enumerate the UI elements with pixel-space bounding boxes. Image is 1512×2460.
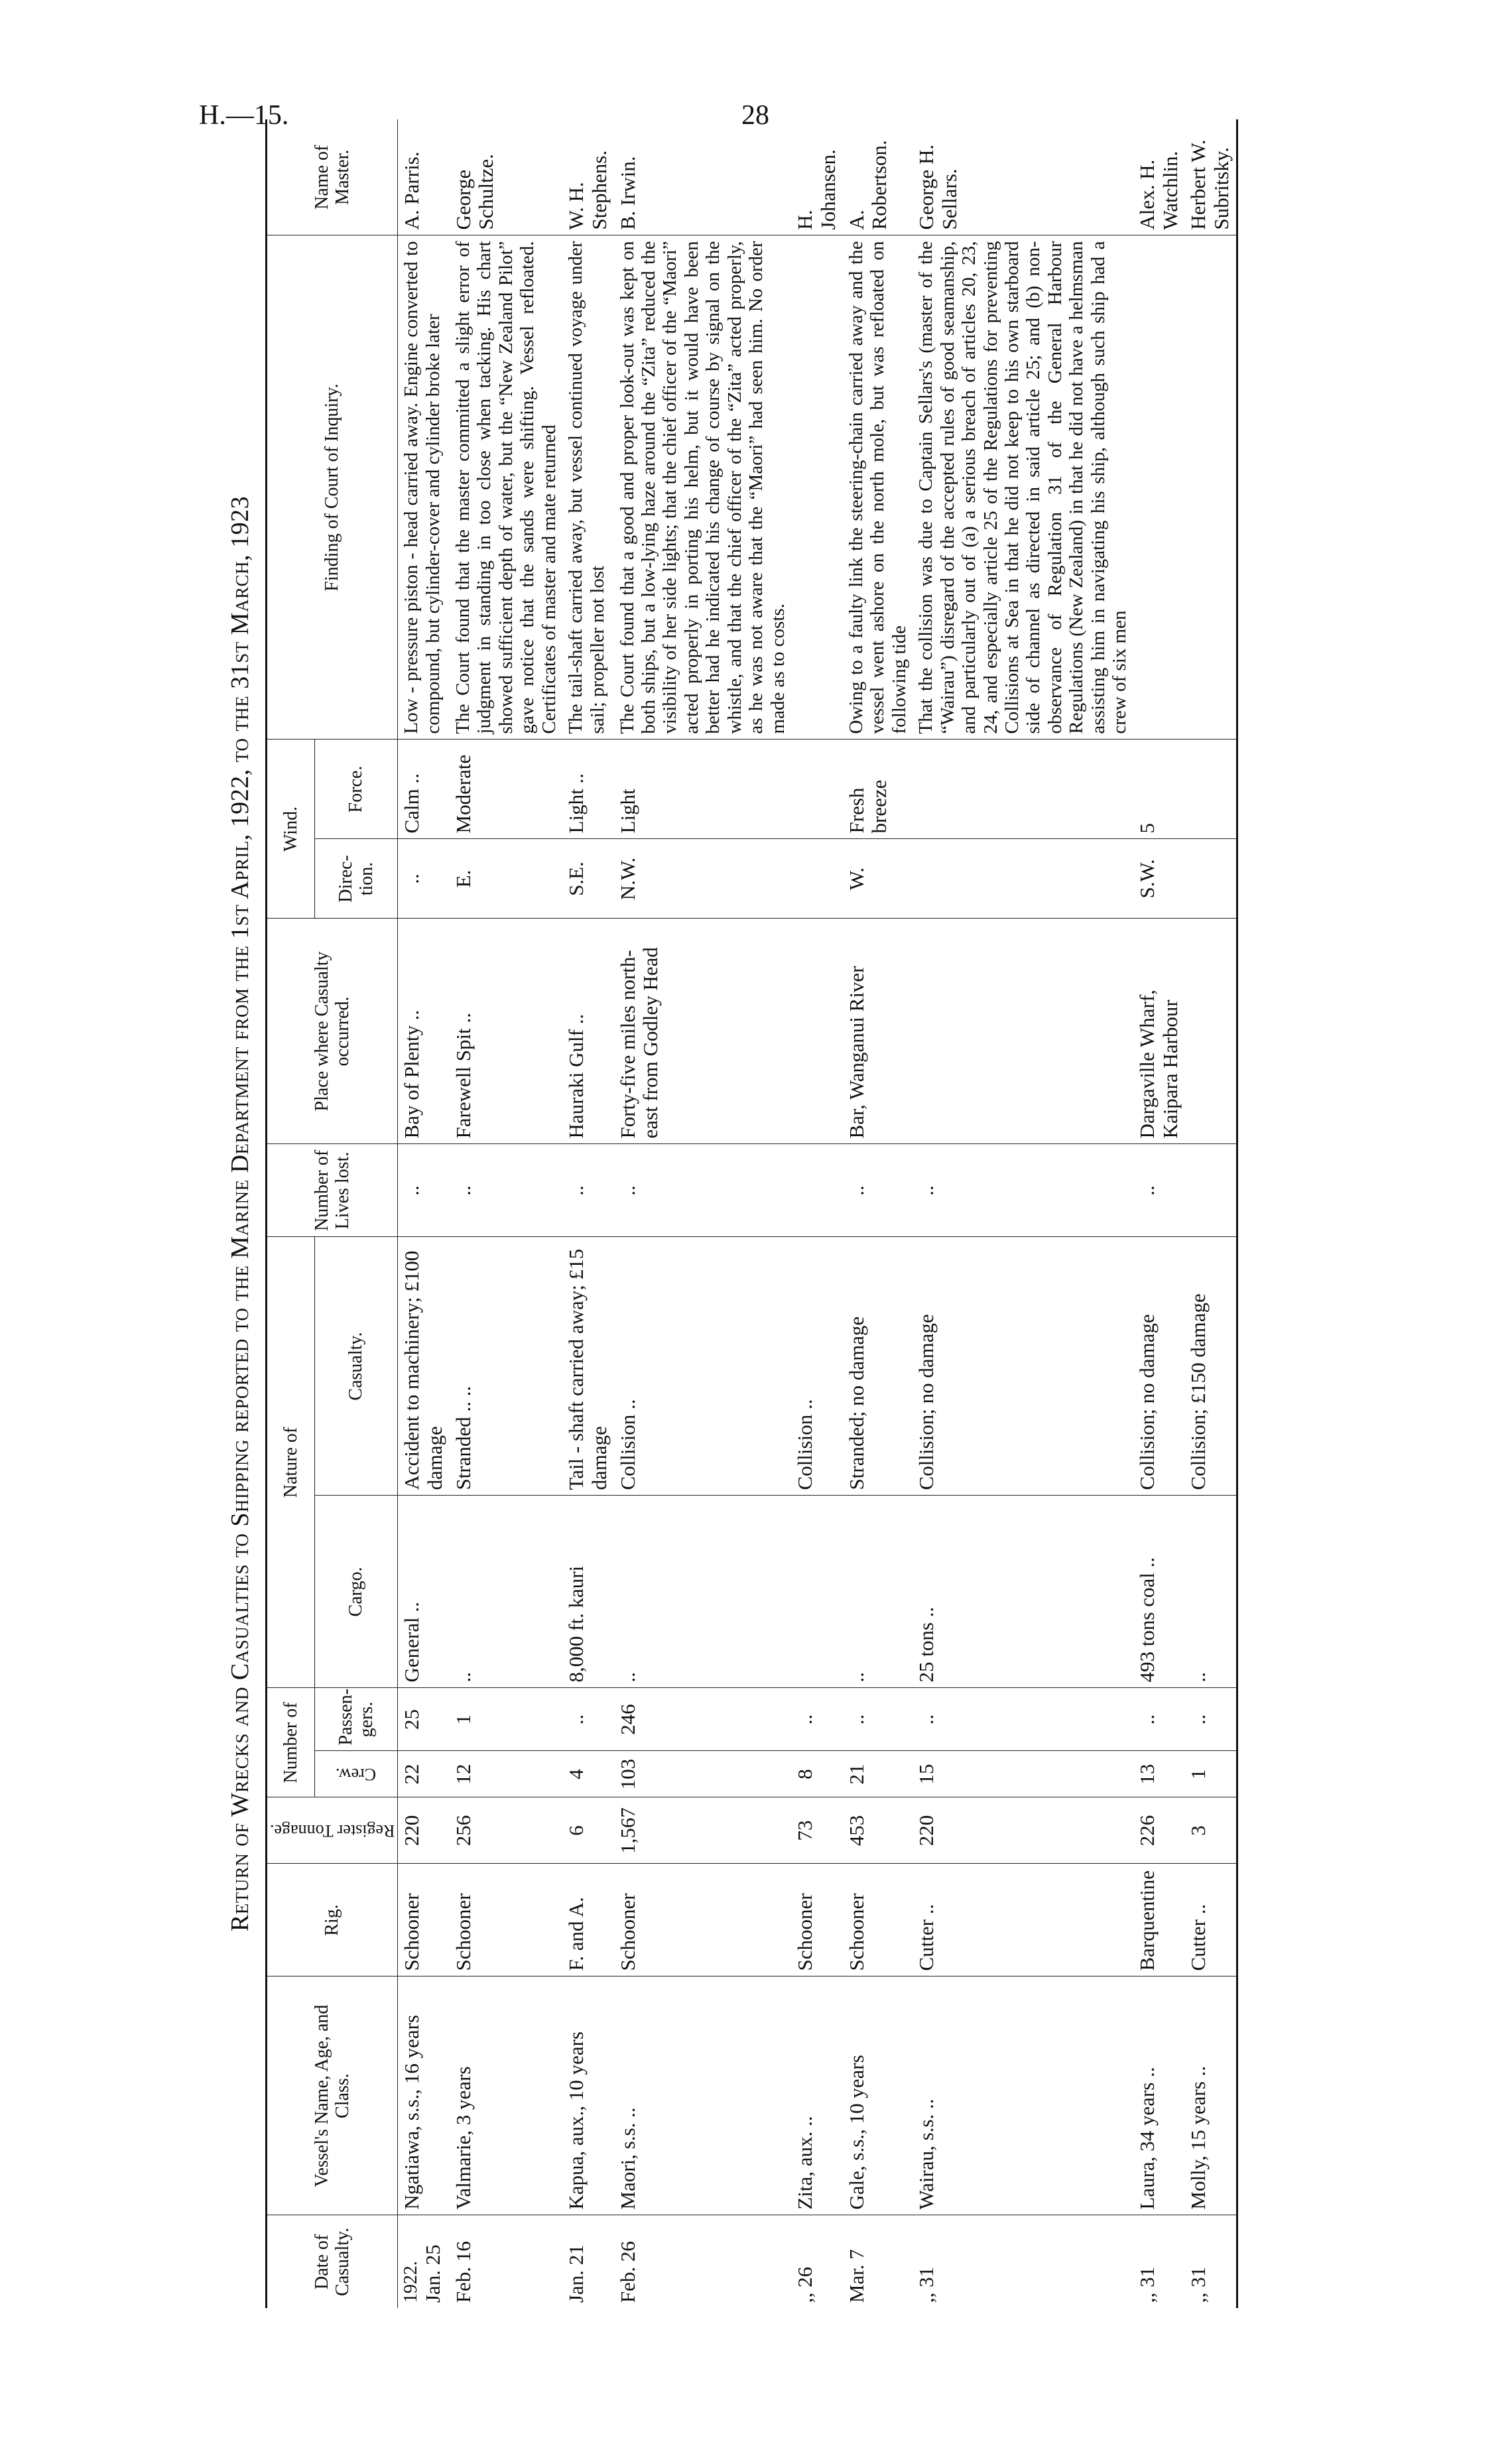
cell-date-text: ,, 31 [1186,2266,1210,2303]
cell-vessel: Valmarie, 3 years [450,1976,562,2215]
cell-cargo: .. [843,1496,913,1688]
cell-tonnage: 3 [1184,1797,1237,1864]
casualty-table [265,119,1238,2308]
cell-date-text: Jan. 25 [420,2244,444,2303]
col-force: Force. [314,740,398,839]
cell-force: Fresh breeze [843,740,913,839]
col-place: Place where Casualty occurred. [267,919,398,1144]
cell-finding [1133,235,1184,740]
cell-passengers: .. [791,1688,842,1751]
cell-force: Light [614,740,792,839]
col-passengers: Passen-gers. [314,1688,398,1751]
cell-cargo: .. [450,1496,562,1688]
cell-cargo: 8,000 ft. kauri [562,1496,613,1688]
page-number: 28 [741,100,769,131]
cell-direction [791,839,842,919]
col-tonnage [267,1797,398,1864]
cell-finding: Low - pressure piston - head carried away. Engine converted to compound, but cylinder-cover and cylinder broke later [398,235,450,740]
cell-force: Calm .. [398,740,450,839]
cell-finding: The tail-shaft carried away, but vessel continued voyage under sail; propeller not lost [562,235,613,740]
cell-lives: .. [1133,1144,1184,1237]
cell-date [1133,2215,1184,2308]
cell-crew: 15 [913,1751,1133,1797]
cell-crew: 21 [843,1751,913,1797]
cell-passengers: 25 [398,1688,450,1751]
col-rig: Rig. [267,1864,398,1976]
cell-force [1184,740,1237,839]
cell-force [913,740,1133,839]
cell-force: 5 [1133,740,1184,839]
cell-vessel: Maori, s.s. .. [614,1976,792,2215]
cell-tonnage: 453 [843,1797,913,1864]
cell-place: Bay of Plenty .. [398,919,450,1144]
cell-lives: .. [843,1144,913,1237]
cell-passengers: 1 [450,1688,562,1751]
cell-date [562,2215,613,2308]
table-row [843,119,913,2308]
cell-date [843,2215,913,2308]
cell-vessel: Gale, s.s., 10 years [843,1976,913,2215]
cell-passengers: 246 [614,1688,792,1751]
cell-master: George Schultze. [450,119,562,235]
cell-date-text: Feb. 16 [451,2241,475,2303]
table-row [398,119,450,2308]
cell-casualty: Stranded .. .. [450,1237,562,1496]
cell-direction: W. [843,839,913,919]
cell-master: B. Irwin. [614,119,792,235]
col-crew [314,1751,398,1797]
cell-cargo: .. [614,1496,792,1688]
cell-lives: .. [450,1144,562,1237]
col-date: Date of Casualty. [267,2215,398,2308]
col-finding: Finding of Court of Inquiry. [267,235,398,740]
table-row [1133,119,1184,2308]
col-casualty: Casualty. [314,1237,398,1496]
table-row [791,119,842,2308]
table-title: Return of Wrecks and Casualties to Shipping reported to the Marine Department from the 1st April, 1922, to the 31st March, 1923 [226,495,254,1932]
col-crew-label: Crew. [336,1764,377,1784]
rotated-return-table [225,119,1320,2308]
col-wind: Wind. [267,740,315,919]
cell-tonnage: 256 [450,1797,562,1864]
cell-place: Forty-five miles north-east from Godley Head [614,919,792,1144]
cell-tonnage: 1,567 [614,1797,792,1864]
cell-vessel: Laura, 34 years .. [1133,1976,1184,2215]
cell-lives: .. [614,1144,792,1237]
cell-vessel: Wairau, s.s. .. [913,1976,1133,2215]
cell-master: Herbert W. Subritsky. [1184,119,1237,235]
cell-casualty: Collision .. [791,1237,842,1496]
col-number-of: Number of [267,1688,315,1797]
col-vessel: Vessel's Name, Age, and Class. [267,1976,398,2215]
cell-place: Dargaville Wharf, Kaipara Harbour [1133,919,1184,1144]
cell-crew: 1 [1184,1751,1237,1797]
cell-force: Light .. [562,740,613,839]
cell-cargo: .. [1184,1496,1237,1688]
cell-lives: .. [398,1144,450,1237]
cell-date [913,2215,1133,2308]
cell-casualty: Collision .. [614,1237,792,1496]
cell-rig: Schooner [843,1864,913,1976]
cell-place [913,919,1133,1144]
cell-direction: N.W. [614,839,792,919]
cell-rig: Cutter .. [913,1864,1133,1976]
cell-tonnage: 220 [913,1797,1133,1864]
cell-crew: 4 [562,1751,613,1797]
cell-date-text: ,, 31 [914,2266,938,2303]
cell-lives [1184,1144,1237,1237]
col-nature-of: Nature of [267,1237,315,1688]
cell-date [791,2215,842,2308]
cell-tonnage: 226 [1133,1797,1184,1864]
cell-finding: That the collision was due to Captain Sellars's (master of the “Wairau”) disregard of the accepted rules of good seamanship, and particularly out of (a) a serious breach of articles 20, 23, 24, and especially article 25 of the Regulations for preventing Collisions at Sea in that he did not keep to his own starboard side of channel as directed in said article 25; and (b) non-observance of Regulation 31 of the General Harbour Regulations (New Zealand) in that he did not have a helmsman assisting him in navigating his ship, although such ship had a crew of six men [913,235,1133,740]
cell-direction: S.E. [562,839,613,919]
col-cargo: Cargo. [314,1496,398,1688]
cell-passengers: .. [562,1688,613,1751]
cell-casualty: Collision; £150 damage [1184,1237,1237,1496]
cell-passengers: .. [843,1688,913,1751]
cell-vessel: Molly, 15 years .. [1184,1976,1237,2215]
col-tonnage-label: Register Tonnage. [270,1821,395,1841]
cell-vessel: Kapua, aux., 10 years [562,1976,613,2215]
cell-cargo: General .. [398,1496,450,1688]
cell-place: Bar, Wanganui River [843,919,913,1144]
cell-casualty: Tail - shaft carried away; £15 damage [562,1237,613,1496]
col-master: Name of Master. [267,119,398,235]
cell-rig: F. and A. [562,1864,613,1976]
cell-finding: The Court found that a good and proper look-out was kept on both ships, but a low-lying haze around the “Zita” reduced the visibility of her side lights; that the chief officer of the “Maori” acted properly in porting his helm, but it would have been better had he indicated his change of course by signal on the whistle, and that the chief officer of the “Zita” acted properly, as he was not aware that the “Maori” had seen him. No order made as to costs. [614,235,792,740]
cell-direction [1184,839,1237,919]
cell-casualty: Stranded; no damage [843,1237,913,1496]
cell-force: Moderate [450,740,562,839]
col-lives: Number of Lives lost. [267,1144,398,1237]
cell-direction [913,839,1133,919]
cell-rig: Schooner [398,1864,450,1976]
cell-master: W. H. Stephens. [562,119,613,235]
cell-place [1184,919,1237,1144]
cell-date [1184,2215,1237,2308]
cell-rig: Schooner [450,1864,562,1976]
cell-direction: S.W. [1133,839,1184,919]
cell-vessel: Ngatiawa, s.s., 16 years [398,1976,450,2215]
cell-crew: 103 [614,1751,792,1797]
table-row [913,119,1133,2308]
cell-direction: E. [450,839,562,919]
cell-rig: Schooner [791,1864,842,1976]
cell-year: 1922. [401,2261,422,2303]
cell-master: H. Johansen. [791,119,842,235]
cell-crew: 12 [450,1751,562,1797]
cell-finding [1184,235,1237,740]
cell-cargo: 493 tons coal .. [1133,1496,1184,1688]
cell-tonnage: 73 [791,1797,842,1864]
cell-cargo [791,1496,842,1688]
cell-lives [791,1144,842,1237]
cell-place: Farewell Spit .. [450,919,562,1144]
table-row [450,119,562,2308]
cell-place: Hauraki Gulf .. [562,919,613,1144]
cell-passengers: .. [1133,1688,1184,1751]
cell-crew: 22 [398,1751,450,1797]
cell-date-text: Feb. 26 [615,2241,639,2303]
cell-passengers: .. [1184,1688,1237,1751]
cell-crew: 13 [1133,1751,1184,1797]
cell-place [791,919,842,1144]
cell-master: George H. Sellars. [913,119,1133,235]
cell-rig: Barquentine [1133,1864,1184,1976]
cell-casualty: Collision; no damage [1133,1237,1184,1496]
cell-date-text: ,, 31 [1135,2266,1159,2303]
cell-date-text: Jan. 21 [564,2244,588,2303]
cell-lives: .. [562,1144,613,1237]
cell-tonnage: 6 [562,1797,613,1864]
cell-casualty: Accident to machinery; £100 damage [398,1237,450,1496]
cell-force [791,740,842,839]
cell-master: A. Parris. [398,119,450,235]
cell-vessel: Zita, aux. .. [791,1976,842,2215]
cell-master: A. Robertson. [843,119,913,235]
cell-finding: Owing to a faulty link the steering-chain carried away and the vessel went ashore on the north mole, but was refloated on following tide [843,235,913,740]
cell-finding: The Court found that the master committed a slight error of judgment in standing in too close when tacking. His chart showed sufficient depth of water, but the “New Zealand Pilot” gave notice that the sands were shifting. Vessel refloated. Certificates of master and mate returned [450,235,562,740]
cell-date [398,2215,450,2308]
cell-lives: .. [913,1144,1133,1237]
table-row [614,119,792,2308]
cell-date [450,2215,562,2308]
cell-tonnage: 220 [398,1797,450,1864]
cell-master: Alex. H. Watchlin. [1133,119,1184,235]
cell-passengers: .. [913,1688,1133,1751]
cell-rig: Cutter .. [1184,1864,1237,1976]
cell-casualty: Collision; no damage [913,1237,1133,1496]
table-row [1184,119,1237,2308]
cell-direction: .. [398,839,450,919]
cell-cargo: 25 tons .. [913,1496,1133,1688]
cell-crew: 8 [791,1751,842,1797]
col-direction: Direc-tion. [314,839,398,919]
page-reference: H.—15. [199,100,289,131]
cell-date-text: Mar. 7 [844,2249,868,2303]
cell-rig: Schooner [614,1864,792,1976]
cell-date-text: ,, 26 [793,2266,817,2303]
cell-date [614,2215,792,2308]
table-row [562,119,613,2308]
cell-finding [791,235,842,740]
